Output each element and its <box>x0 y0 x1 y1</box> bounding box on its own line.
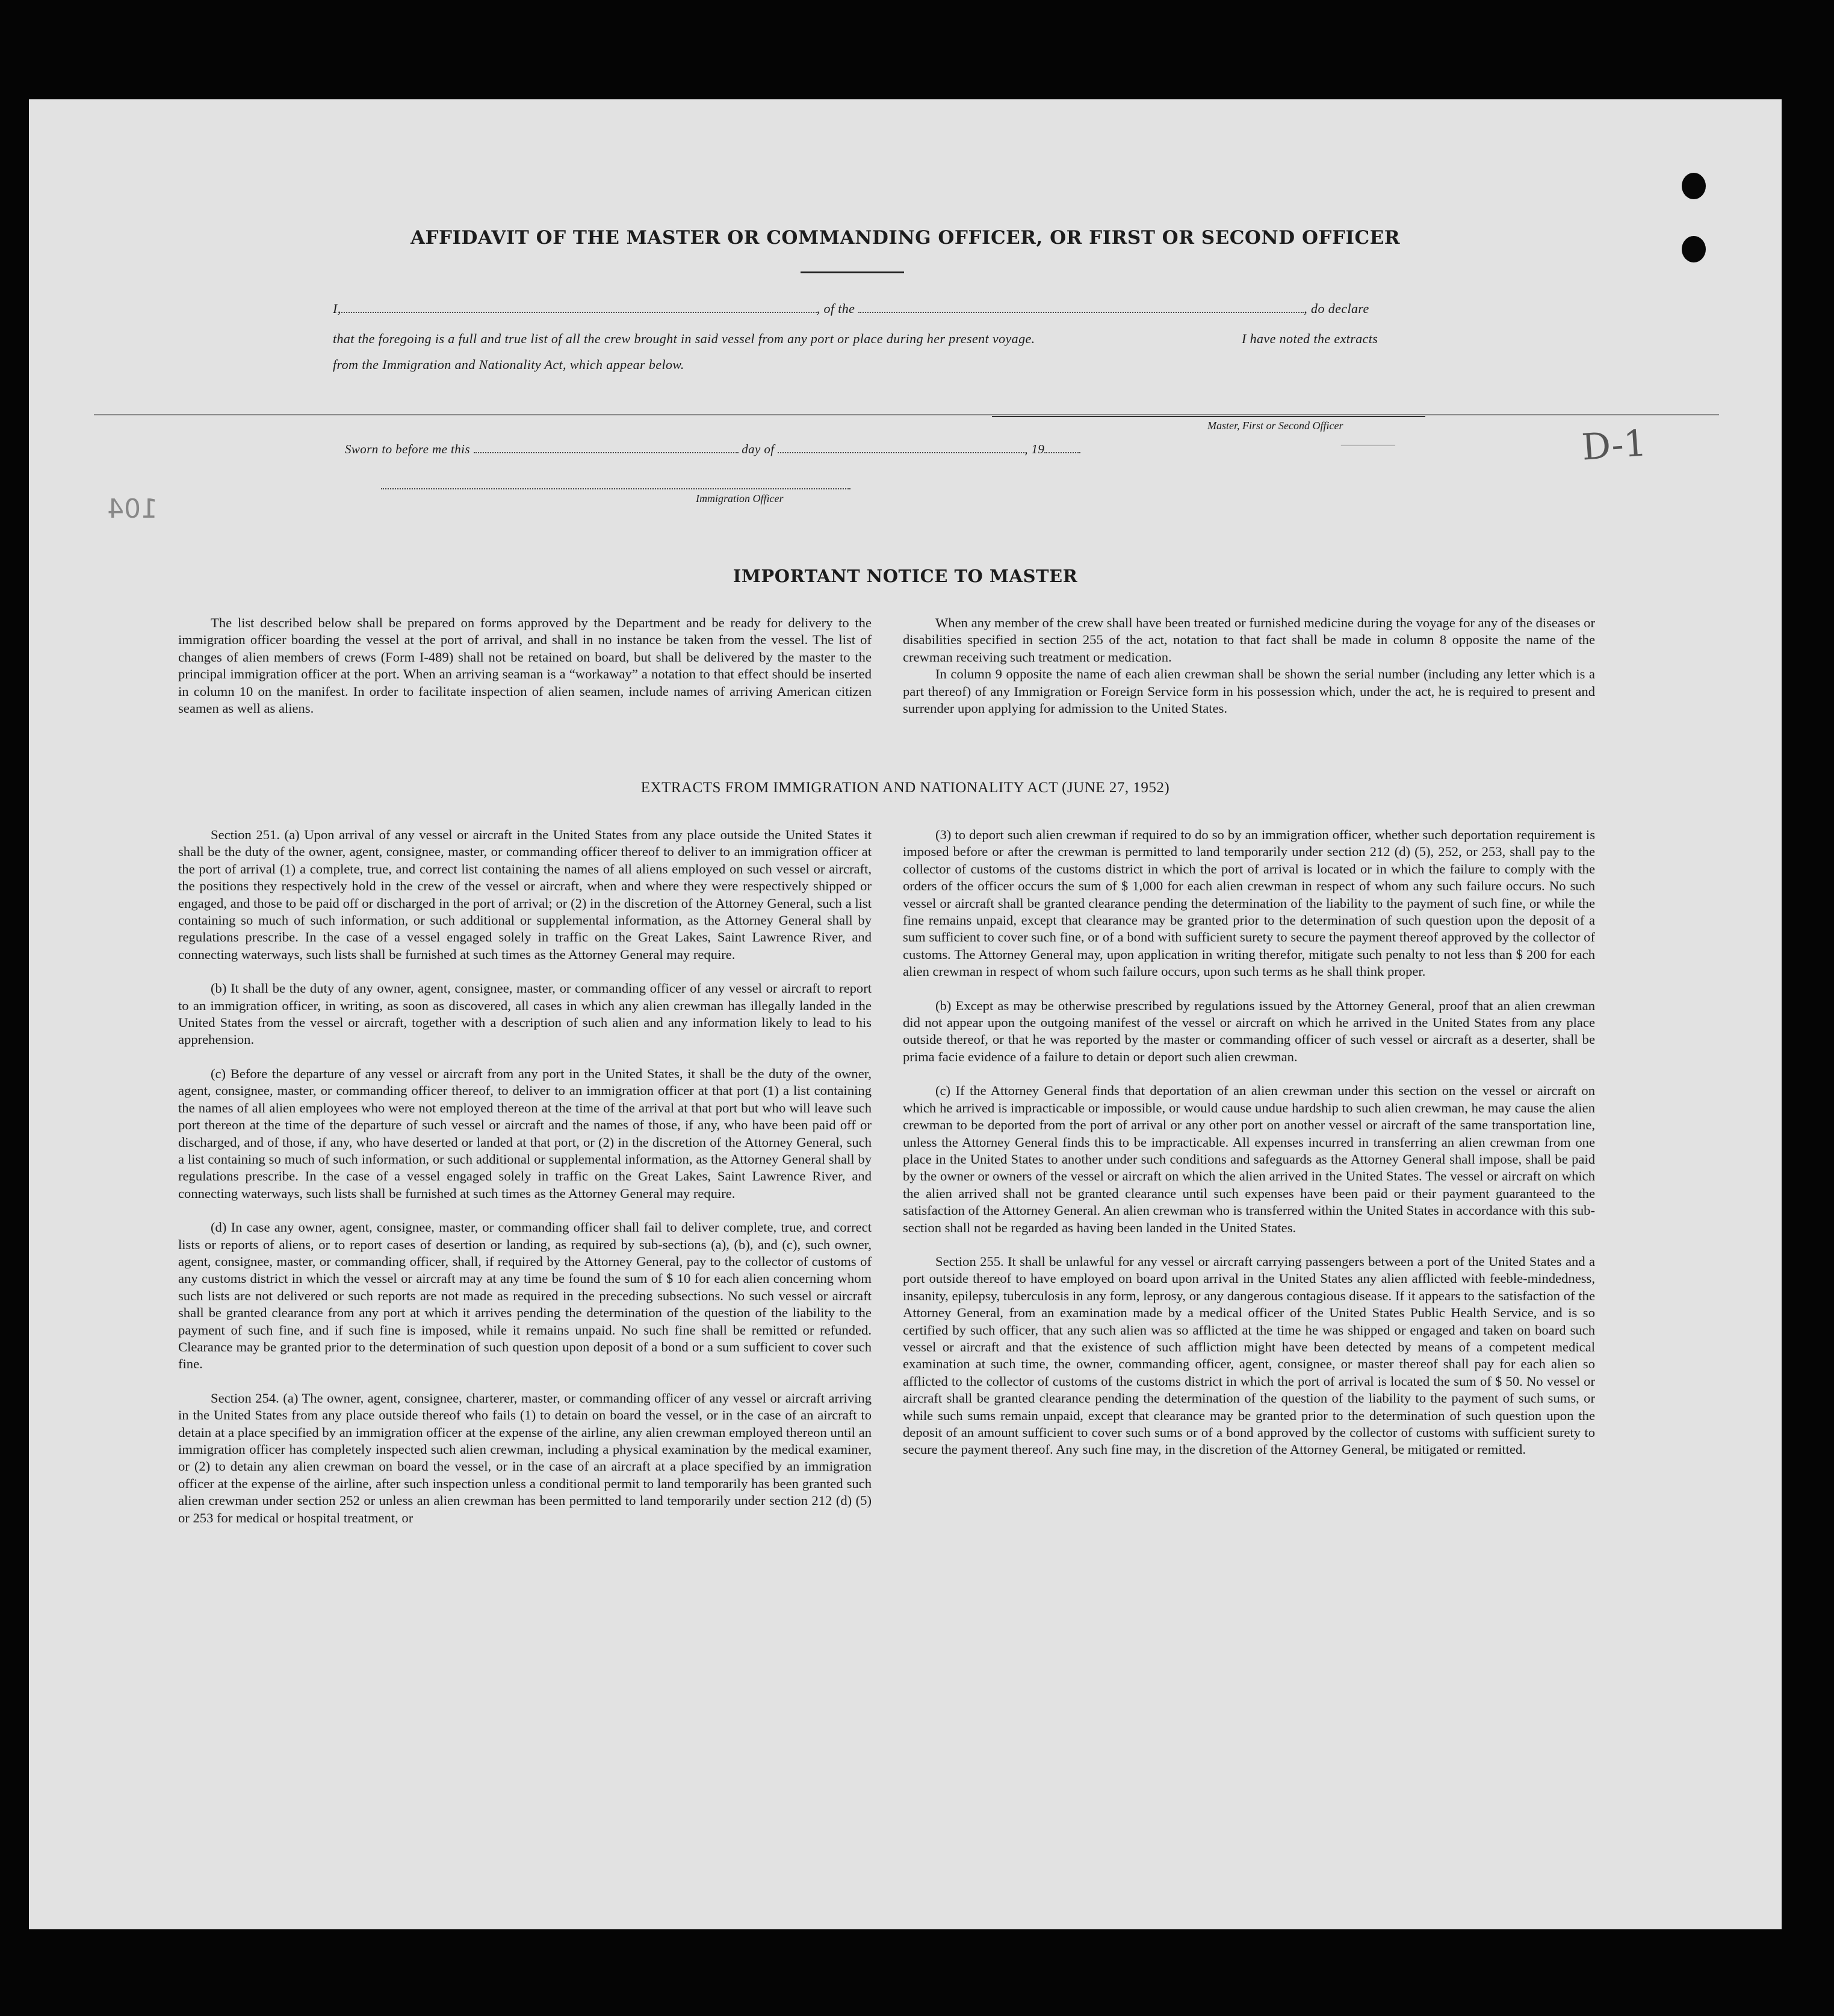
sworn-line <box>345 441 1080 457</box>
act-section-paragraph: (c) If the Attorney General finds that deportation of an alien crewman under this section on the vessel or aircraft on which he arrived is impracticable or impossible, or would cause undue hardship to such alien crewman, he may cause the alien crewman to be deported from the port of arrival or any other port on another vessel or aircraft of the same transportation line, unless the Attorney General finds this to be impracticable. All expenses incurred in transferring an alien crewman from one place in the United States to another under such conditions and safeguards as the Attorney General shall impose, shall be paid by the owner or owners of the vessel or aircraft on which the alien arrived in the United States. The vessel or aircraft on which the alien arrived shall not be granted clearance until such expenses have been paid or their payment guaranteed to the satisfaction of the Attorney General. An alien crewman who is transferred within the United States in accordance with this sub-section shall not be regarded as having been landed in the United States. <box>903 1083 1595 1235</box>
notice-paragraph: When any member of the crew shall have been treated or furnished medicine during the voyage for any of the diseases or disabilities specified in section 255 of the act, notation to that fact shall be made in column 8 opposite the name of the crewman receiving such treatment or medication. <box>903 615 1596 665</box>
notice-right-column <box>903 615 1595 717</box>
i-label: I, <box>333 301 341 316</box>
notice-left-column <box>178 615 872 717</box>
act-section-paragraph: (b) Except as may be otherwise prescribed by regulations issued by the Attorney General, proof that an alien crewman did not appear upon the outgoing manifest of the vessel or aircraft on which he arrived in the United States from any place outside thereof, or that he was reported by the master or commanding officer of such vessel or aircraft as a deserter, shall be prima facie evidence of a failure to detain or deport such alien crewman. <box>903 997 1595 1064</box>
sworn-year-field[interactable] <box>1044 441 1080 453</box>
handwritten-margin-mark: D-1 <box>1580 422 1648 469</box>
declaration-line-2: that the foregoing is a full and true list of all the crew brought in said vessel from any port or place during her present voyage. <box>333 331 1035 346</box>
sworn-month-field[interactable] <box>778 441 1024 453</box>
act-section-paragraph: Section 251. (a) Upon arrival of any vessel or aircraft in the United States from any place outside the United States it shall be the duty of the owner, agent, consignee, master, or commanding officer thereof to deliver to an immigration officer at the port of arrival (1) a complete, true, and correct list containing the names of all aliens employed on such vessel or aircraft, the positions they respectively hold in the crew of the vessel or aircraft, when and where they were respectively shipped or engaged, and those to be paid off or discharged in the port of arrival; or (2) in the discretion of the Attorney General, such a list containing so much of such information, or such additional or supplemental information, as the Attorney General shall by regulations prescribe. In the case of a vessel engaged solely in traffic on the Great Lakes, Saint Lawrence River, and connecting waterways, such lists shall be furnished at such times as the Attorney General may require. <box>178 827 872 962</box>
binder-hole-top <box>1682 173 1706 199</box>
extracts-title: EXTRACTS FROM IMMIGRATION AND NATIONALITY ACT (JUNE 27, 1952) <box>640 780 1170 796</box>
act-section-paragraph: Section 255. It shall be unlawful for any vessel or aircraft carrying passengers between a port of the United States and a port outside thereof to have employed on board upon arrival in the United States any alien afflicted with feeble-mindedness, insanity, epilepsy, tuberculosis in any form, leprosy, or any dangerous contagious disease. If it appears to the satisfaction of the Attorney General, from an examination made by a medical officer of the United States Public Health Service, and is so certified by such officer, that any such alien was so afflicted at the time he was shipped or engaged and taken on board such vessel or aircraft and that the existence of such affliction might have been detected by means of a competent medical examination at such time, the owner, commanding officer, agent, consignee, or master thereof shall pay for each alien so afflicted to the collector of customs of the customs district in which the port of arrival is located the sum of $ 50. No vessel or aircraft shall be granted clearance pending the determination of the question of the liability to the payment of such sums, or while such sums remain unpaid, except that clearance may be granted prior to the determination of such question upon the deposit of an amount sufficient to cover such sums or of a bond approved by the collector of customs with sufficient surety to secure the payment thereof. Any such fine may, in the discretion of the Attorney General, be mitigated or remitted. <box>903 1253 1595 1457</box>
year-label: , 19 <box>1024 442 1045 456</box>
immigration-officer-signature-line[interactable] <box>381 488 850 489</box>
declaration-line-2-end: I have noted the extracts <box>1242 331 1378 346</box>
act-section-paragraph: (d) In case any owner, agent, consignee, master, or commanding officer shall fail to deliver complete, true, and correct lists or reports of aliens, or to report cases of desertion or landing, as required by sub-sections (a), (b), and (c), such owner, agent, consignee, master, or commanding officer, shall, if required by the Attorney General, pay to the collector of customs of any customs district in which the vessel or aircraft may at any time be found the sum of $ 10 for each alien concerning whom such lists are not delivered or such reports are not made as required in the preceding subsections. No such vessel or aircraft shall be granted clearance from any port at which it arrives pending the determination of the question of the liability to the payment of such fine, and if such fine is imposed, while it remains unpaid. No such fine shall be remitted or refunded. Clearance may be granted prior to the determination of such question upon deposit of a bond or a sum sufficient to cover such fine. <box>178 1220 872 1372</box>
master-caption: Master, First or Second Officer <box>1207 420 1343 432</box>
act-section-paragraph: (b) It shall be the duty of any owner, agent, consignee, master, or commanding officer of any vessel or aircraft to report to an immigration officer, in writing, as soon as discovered, all cases in which any alien crewman has illegally landed in the United States from the vessel or aircraft, together with a description of such alien and any information likely to lead to his apprehension. <box>178 981 872 1047</box>
act-section-paragraph: Section 254. (a) The owner, agent, consignee, charterer, master, or commanding officer of any vessel or aircraft arriving in the United States from any place outside thereof who fails (1) to detain on board the vessel, or in the case of an aircraft to detain at a place specified by an immigration officer at the expense of the airline, any alien crewman employed thereon until an immigration officer has completely inspected such alien crewman, including a physical examination by the medical examiner, or (2) to detain any alien crewman on board the vessel, or in the case of an aircraft at a place specified by an immigration officer at the expense of the airline, after such inspection unless a conditional permit to land temporarily has been granted such alien crewman under section 252 or unless an alien crewman has been permitted to land temporarily under section 212 (d) (5) or 253 for medical or hospital treatment, or <box>178 1390 872 1525</box>
notice-paragraph: The list described below shall be prepared on forms approved by the Department and be ready for delivery to the immigration officer boarding the vessel at the port of arrival, and shall in no instance be taken from the vessel. The list of changes of alien members of crews (Form I-489) shall not be retained on board, but shall be delivered by the master to the principal immigration officer at the port. When an arriving seaman is a “workaway” a notation to that effect should be inserted in column 10 on the manifest. In order to facilitate inspection of alien seamen, include names of arriving American citizen seamen as well as aliens. <box>178 615 872 716</box>
of-the-label: , of the <box>816 301 855 316</box>
document-page <box>29 99 1782 1929</box>
name-field[interactable] <box>341 301 817 313</box>
extracts-left-column <box>178 827 872 1543</box>
act-section-paragraph: (c) Before the departure of any vessel or aircraft from any port in the United States, it shall be the duty of the owner, agent, consignee, master, or commanding officer thereof, to deliver to an immigration officer at that port (1) a list containing the names of all alien employees who were not employed thereon at the time of the arrival at that port but who will leave such port thereon at the time of the departure of such vessel or aircraft and the names of those, if any, who have been paid off or discharged, and of those, if any, who have deserted or landed at that port, or (2) in the discretion of the Attorney General, such a list containing so much of such information, or such additional or supplemental information, as the Attorney General shall by regulations prescribe. In the case of a vessel engaged solely in traffic on the Great Lakes, Saint Lawrence River, and connecting waterways, such lists shall be furnished at such times as the Attorney General may require. <box>178 1065 872 1201</box>
act-section-paragraph: (3) to deport such alien crewman if required to do so by an immigration officer, whether such deportation requirement is imposed before or after the crewman is permitted to land temporarily under section 212 (d) (5), 252, or 253, shall pay to the collector of customs of the customs district in which the port of arrival is located or in which the failure to comply with the orders of the officer occurs the sum of $ 1,000 for each alien crewman in respect of whom any such failure occurs. No such vessel or aircraft shall be granted clearance pending the determination of the liability to the payment of such fine, or while the fine remains unpaid, except that clearance may be granted prior to the determination of such question upon the deposit of a sum sufficient to cover such fine, or of a bond with sufficient surety to secure the payment thereof approved by the collector of customs. The Attorney General may, upon application in writing therefor, mitigate such penalty to not less than $ 200 for each alien crewman in respect of whom such failure occurs, upon such terms as he shall think proper. <box>903 827 1595 979</box>
master-signature-line[interactable] <box>992 416 1425 417</box>
sworn-day-field[interactable] <box>474 441 739 453</box>
vessel-field[interactable] <box>858 301 1304 313</box>
title-underline <box>801 271 904 273</box>
section-divider <box>94 414 1719 415</box>
do-declare-label: , do declare <box>1304 301 1369 316</box>
binder-hole-bottom <box>1682 236 1706 262</box>
notice-paragraph: In column 9 opposite the name of each alien crewman shall be shown the serial number (including any letter which is a part thereof) of any Immigration or Foreign Service form in his possession which, under the act, he is required to present and surrender upon applying for admission to the United States. <box>903 666 1595 716</box>
day-of-label: day of <box>742 442 775 456</box>
sworn-label: Sworn to before me this <box>345 442 470 456</box>
handwritten-margin-number: 104 <box>107 494 158 524</box>
officer-caption: Immigration Officer <box>696 492 784 504</box>
notice-title: IMPORTANT NOTICE TO MASTER <box>733 566 1078 586</box>
affidavit-title: AFFIDAVIT OF THE MASTER OR COMMANDING OFFICER, OR FIRST OR SECOND OFFICER <box>410 227 1401 249</box>
bleed-through-text: ───── <box>1341 436 1396 457</box>
declaration-line-1 <box>333 301 1369 317</box>
declaration-line-3: from the Immigration and Nationality Act, which appear below. <box>333 357 684 372</box>
extracts-right-column <box>903 827 1595 1475</box>
